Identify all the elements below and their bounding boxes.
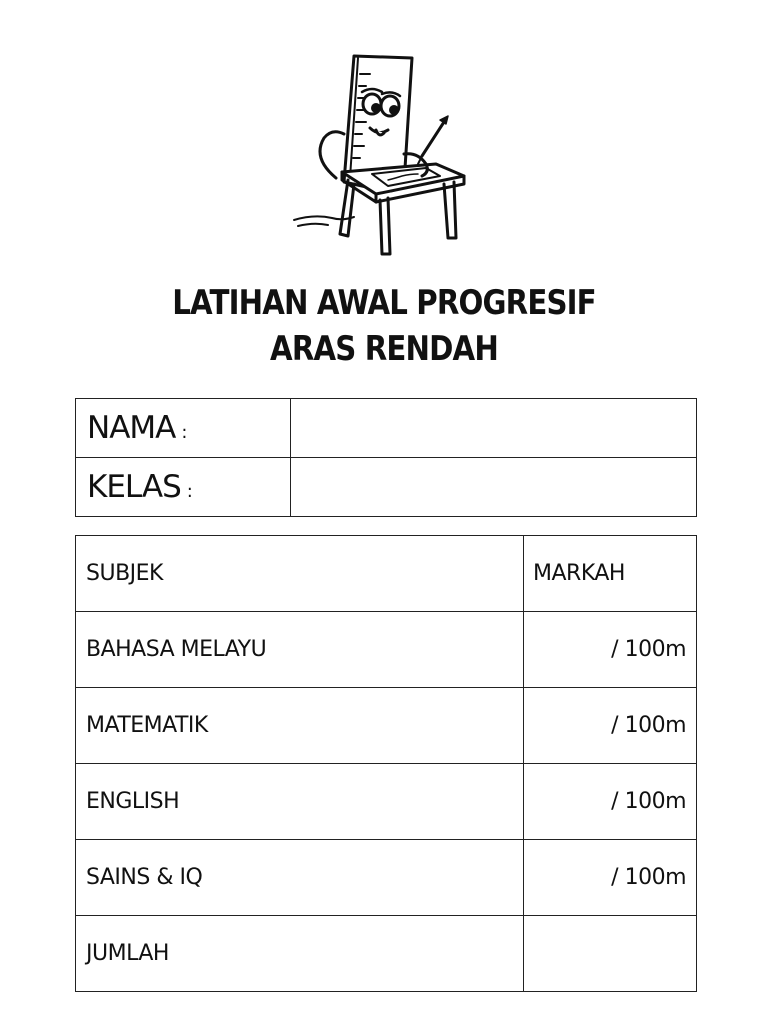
document-title: LATIHAN AWAL PROGRESIF bbox=[172, 283, 596, 323]
name-row bbox=[76, 399, 697, 458]
subject-header: SUBJEK bbox=[76, 536, 524, 612]
marks-cell[interactable]: / 100m bbox=[524, 688, 697, 764]
subject-cell: MATEMATIK bbox=[76, 688, 524, 764]
student-info-table bbox=[75, 398, 697, 517]
marks-cell[interactable]: / 100m bbox=[524, 840, 697, 916]
table-row bbox=[76, 764, 697, 840]
name-field[interactable] bbox=[291, 399, 697, 458]
subject-cell: SAINS & IQ bbox=[76, 840, 524, 916]
name-label-cell bbox=[76, 399, 291, 458]
total-marks-cell[interactable] bbox=[524, 916, 697, 992]
marks-cell[interactable]: / 100m bbox=[524, 764, 697, 840]
ruler-character-writing-illustration bbox=[284, 44, 480, 262]
class-row bbox=[76, 458, 697, 517]
name-colon: : bbox=[181, 422, 187, 443]
total-label-cell: JUMLAH bbox=[76, 916, 524, 992]
marks-cell[interactable]: / 100m bbox=[524, 612, 697, 688]
marks-header: MARKAH bbox=[524, 536, 697, 612]
marks-table bbox=[75, 535, 697, 992]
table-row bbox=[76, 840, 697, 916]
document-subtitle: ARAS RENDAH bbox=[270, 329, 498, 369]
class-field[interactable] bbox=[291, 458, 697, 517]
table-row bbox=[76, 612, 697, 688]
table-row bbox=[76, 688, 697, 764]
class-label-cell bbox=[76, 458, 291, 517]
class-colon: : bbox=[186, 481, 192, 502]
marks-table-header bbox=[76, 536, 697, 612]
name-label: NAMA bbox=[87, 410, 176, 446]
total-row bbox=[76, 916, 697, 992]
subject-cell: BAHASA MELAYU bbox=[76, 612, 524, 688]
subject-cell: ENGLISH bbox=[76, 764, 524, 840]
class-label: KELAS bbox=[87, 469, 181, 505]
